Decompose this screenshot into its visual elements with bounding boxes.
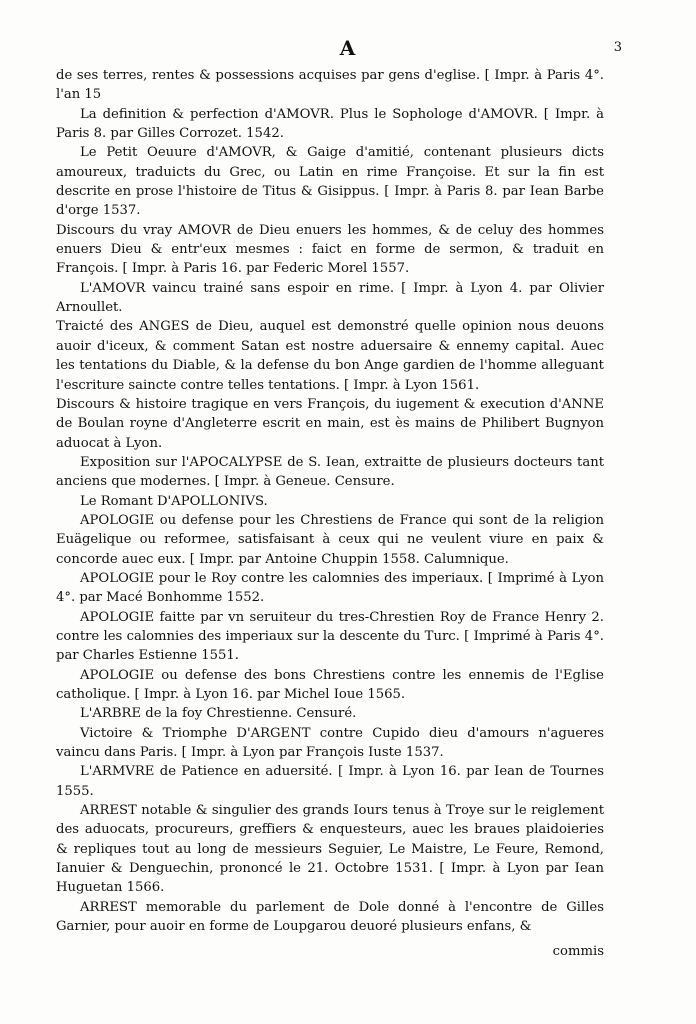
bibliography-entry: APOLOGIE pour le Roy contre les calomnies des imperiaux. [ Imprimé à Lyon 4°. par Macé Bonhomme 1552. — [56, 570, 604, 606]
bibliography-entry: ARREST memorable du parlement de Dole donné à l'encontre de Gilles Garnier, pour auoir en forme de Loupgarou deuoré plusieurs enfans, & — [56, 899, 604, 935]
catchword: commis — [552, 944, 604, 959]
bibliography-entry: Discours du vray AMOVR de Dieu enuers les hommes, & de celuy des hommes enuers Dieu & entr'eux mesmes : faict en forme de sermon, & traduit en François. [ Impr. à Paris 16. par Federic Morel 1557. — [56, 222, 604, 277]
bibliography-entry: Le Romant D'APOLLONIVS. — [80, 493, 268, 509]
bibliography-entry: Traicté des ANGES de Dieu, auquel est demonstré quelle opinion nous deuons auoir d'iceux, & comment Satan est nostre aduersaire & ennemy capital. Auec les tentations du Diable, & la defense du bon Ange gardien de l'homme alleguant l'escriture saincte contre telles tentations. [ Impr. à Lyon 1561. — [56, 319, 604, 393]
bibliography-entry: Le Petit Oeuure d'AMOVR, & Gaige d'amitié, contenant plusieurs dicts amoureux, traduicts du Grec, ou Latin en rime Françoise. Et sur la fin est descrite en prose l'histoire de Titus & Gisippus. [ Impr. à Paris 8. par Iean Barbe d'orge 1537. — [56, 145, 604, 219]
bibliography-entry: L'AMOVR vaincu trainé sans espoir en rime. [ Impr. à Lyon 4. par Olivier Arnoullet. — [56, 280, 604, 316]
bibliography-entry: Victoire & Triomphe D'ARGENT contre Cupido dieu d'amours n'agueres vaincu dans Paris. [ Impr. à Lyon par François Iuste 1537. — [56, 725, 604, 761]
bibliography-entry: L'ARMVRE de Patience en aduersité. [ Impr. à Lyon 16. par Iean de Tournes 1555. — [56, 764, 604, 799]
bibliography-entry: APOLOGIE ou defense pour les Chrestiens de France qui sont de la religion Euägelique ou reformee, satisfaisant à ceux qui ne veulent viure en paix & concorde auec eux. [ Impr. par Antoine Chuppin 1558. Calumnique. — [56, 512, 604, 567]
bibliography-entry: APOLOGIE ou defense des bons Chrestiens contre les ennemis de l'Eglise catholique. [ Impr. à Lyon 16. par Michel Ioue 1565. — [56, 667, 604, 702]
page-section-letter: A — [339, 36, 357, 60]
bibliography-entry: de ses terres, rentes & possessions acquises par gens d'eglise. [ Impr. à Paris 4°. l'an 15 — [56, 68, 604, 103]
bibliography-entry: Discours & histoire tragique en vers François, du iugement & execution d'ANNE de Boulan royne d'Angleterre escrit en main, est ès mains de Philibert Bugnyon aduocat à Lyon. — [56, 396, 604, 451]
bibliography-entries — [56, 66, 604, 936]
bibliography-entry: APOLOGIE faitte par vn seruiteur du tres-Chrestien Roy de France Henry 2. contre les calomnies des imperiaux sur la descente du Turc. [ Imprimé à Paris 4°. par Charles Estienne 1551. — [56, 609, 604, 664]
bibliography-entry: La definition & perfection d'AMOVR. Plus le Sophologe d'AMOVR. [ Impr. à Paris 8. par Gilles Corrozet. 1542. — [56, 106, 604, 142]
bibliography-entry: Exposition sur l'APOCALYPSE de S. Iean, extraitte de plusieurs docteurs tant anciens que modernes. [ Impr. à Geneue. Censure. — [56, 454, 604, 490]
bibliography-entry: L'ARBRE de la foy Chrestienne. Censuré. — [80, 706, 357, 722]
page-number: 3 — [613, 40, 622, 55]
bibliography-entry: ARREST notable & singulier des grands Iours tenus à Troye sur le reiglement des aduocats, procureurs, greffiers & enquesteurs, auec les braues plaidoieries & repliques tout au long de messieurs Seguier, Le Maistre, Le Feure, Remond, Ianuier & Denguechin, prononcé le 21. Octobre 1531. [ Impr. à Lyon par Iean Huguetan 1566. — [56, 803, 604, 896]
